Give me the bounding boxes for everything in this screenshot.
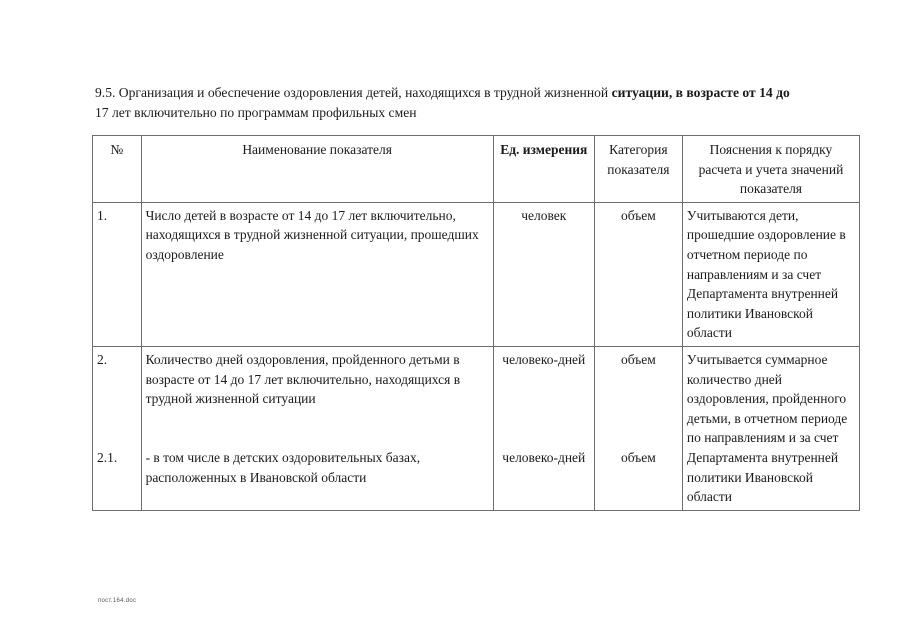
table-header-row bbox=[93, 136, 860, 203]
table-row bbox=[93, 202, 860, 346]
header-num: № bbox=[93, 136, 142, 203]
row-num: 1. bbox=[93, 202, 142, 346]
row-num: 2.1. bbox=[93, 434, 142, 510]
row-note: Учитываются дети, прошедшие оздоровление в отчетном периоде по направлениям и за счет Департамента внутренней политики Ивановской области bbox=[682, 202, 859, 346]
heading-line1-bold: ситуации, в возрасте от 14 до bbox=[611, 85, 790, 100]
row-category: объем bbox=[594, 434, 682, 510]
heading-line1-normal: 9.5. Организация и обеспечение оздоровления детей, находящихся в трудной жизненной bbox=[95, 85, 612, 100]
row-category: объем bbox=[594, 346, 682, 434]
header-category: Категория показателя bbox=[594, 136, 682, 203]
row-num: 2. bbox=[93, 346, 142, 434]
row-name: Количество дней оздоровления, пройденного детьми в возрасте от 14 до 17 лет включительно, находящихся в трудной жизненной ситуации bbox=[141, 346, 493, 434]
row-name: Число детей в возрасте от 14 до 17 лет включительно, находящихся в трудной жизненной ситуации, прошедших оздоровление bbox=[141, 202, 493, 346]
row-note: Учитывается суммарное количество дней оздоровления, пройденного детьми, в отчетном периоде по направлениям и за счет Департамента внутренней политики Ивановской области bbox=[682, 346, 859, 510]
heading-line2: 17 лет включительно по программам профильных смен bbox=[95, 105, 417, 120]
row-unit: человеко-дней bbox=[493, 434, 594, 510]
table-row bbox=[93, 346, 860, 434]
header-notes: Пояснения к порядку расчета и учета значений показателя bbox=[682, 136, 859, 203]
row-unit: человек bbox=[493, 202, 594, 346]
header-name: Наименование показателя bbox=[141, 136, 493, 203]
row-name: - в том числе в детских оздоровительных базах, расположенных в Ивановской области bbox=[141, 434, 493, 510]
section-heading bbox=[95, 83, 865, 123]
row-unit: человеко-дней bbox=[493, 346, 594, 434]
row-category: объем bbox=[594, 202, 682, 346]
indicators-table bbox=[92, 135, 860, 511]
header-unit: Ед. измерения bbox=[493, 136, 594, 203]
footer-file-mark: пост.164.doc bbox=[98, 598, 137, 604]
